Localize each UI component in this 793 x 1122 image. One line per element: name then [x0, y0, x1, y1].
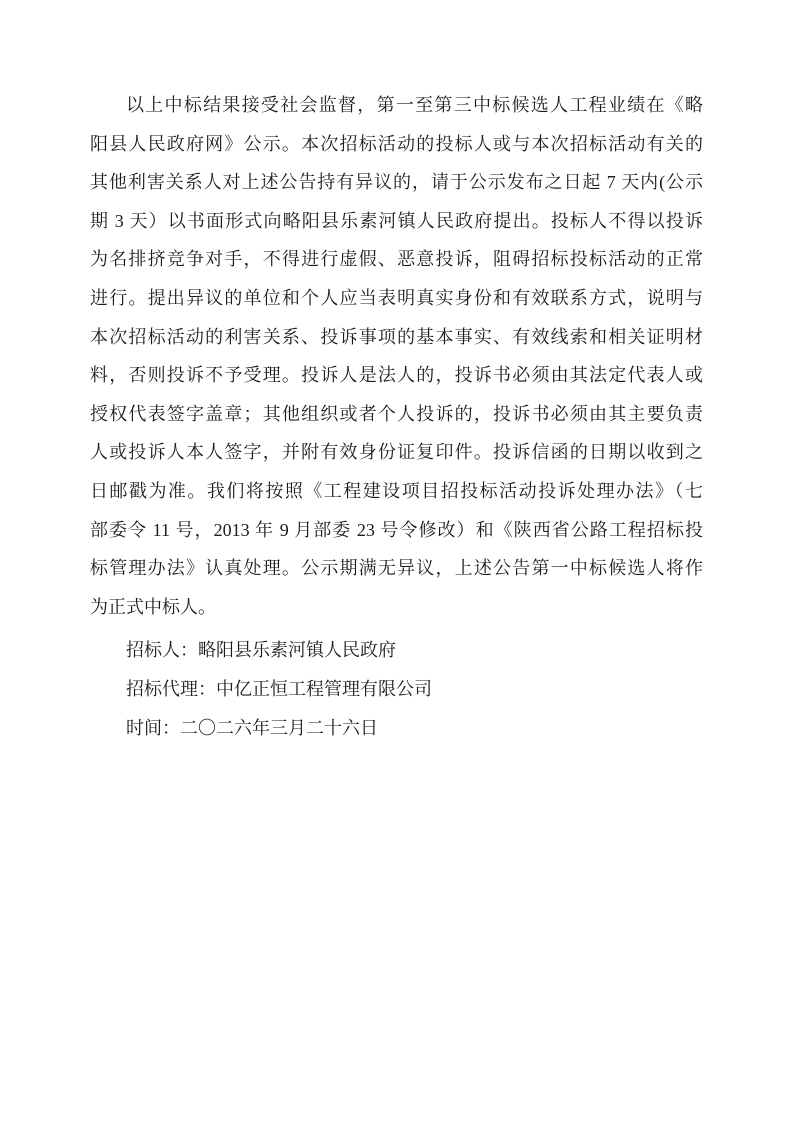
paragraph-line: 部委令 11 号，2013 年 9 月部委 23 号令修改）和《陕西省公路工程招标投: [90, 519, 703, 540]
paragraph-line: 人或投诉人本人签字，并附有效身份证复印件。投诉信函的日期以收到之: [90, 442, 703, 463]
paragraph-line: 标管理办法》认真处理。公示期满无异议，上述公告第一中标候选人将作: [90, 558, 703, 579]
paragraph-line: 以上中标结果接受社会监督，第一至第三中标候选人工程业绩在《略: [126, 95, 703, 115]
signature-line-tenderer: 招标人：略阳县乐素河镇人民政府: [126, 640, 396, 661]
paragraph-line: 期 3 天）以书面形式向略阳县乐素河镇人民政府提出。投标人不得以投诉: [90, 210, 703, 231]
paragraph-line: 本次招标活动的利害关系、投诉事项的基本事实、有效线索和相关证明材: [90, 326, 703, 347]
paragraph-line: 授权代表签字盖章；其他组织或者个人投诉的，投诉书必须由其主要负责: [90, 403, 703, 424]
paragraph-line: 进行。提出异议的单位和个人应当表明真实身份和有效联系方式，说明与: [90, 287, 703, 308]
document-body-text: [90, 86, 703, 747]
signature-line-date: 时间：二〇二六年三月二十六日: [126, 717, 378, 738]
paragraph-line: 其他利害关系人对上述公告持有异议的，请于公示发布之日起 7 天内(公示: [90, 172, 703, 193]
signature-line-agent: 招标代理：中亿正恒工程管理有限公司: [126, 678, 432, 699]
paragraph-line: 阳县人民政府网》公示。本次招标活动的投标人或与本次招标活动有关的: [90, 133, 703, 154]
paragraph-line: 日邮戳为准。我们将按照《工程建设项目招投标活动投诉处理办法》（七: [90, 480, 703, 501]
signature-block: [90, 631, 703, 747]
paragraph-line: 为名排挤竞争对手，不得进行虚假、恶意投诉，阻碍招标投标活动的正常: [90, 249, 703, 270]
paragraph-line: 为正式中标人。: [90, 596, 216, 617]
paragraph-line: 料，否则投诉不予受理。投诉人是法人的，投诉书必须由其法定代表人或: [90, 365, 703, 386]
